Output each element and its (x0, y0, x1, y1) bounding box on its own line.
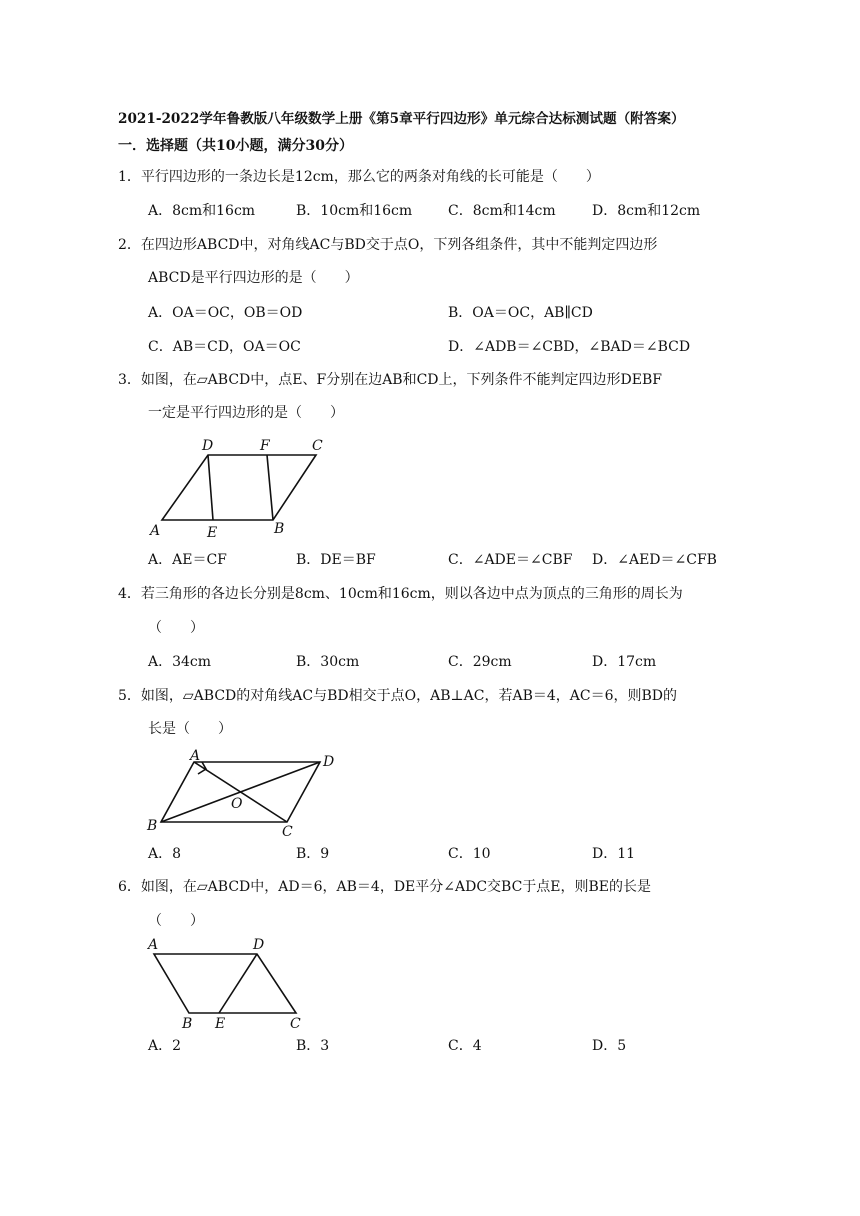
question-4-stem-line1: 4．若三角形的各边长分别是8cm、10cm和16cm，则以各边中点为顶点的三角形的周长为 (118, 586, 683, 602)
q5-label-c: C (282, 824, 293, 840)
q5-label-o: O (231, 796, 243, 812)
q5-option-d: D．11 (592, 846, 636, 862)
q1-option-c: C．8cm和14cm (448, 203, 556, 219)
q6-option-c: C．4 (448, 1038, 482, 1054)
q5-option-c: C．10 (448, 846, 491, 862)
q6-option-a: A．2 (148, 1038, 182, 1054)
q6-label-e: E (215, 1016, 226, 1032)
q5-label-b: B (147, 818, 158, 834)
q3-option-d: D．∠AED＝∠CFB (592, 552, 717, 568)
q6-label-d: D (253, 937, 265, 953)
q3-label-f: F (260, 438, 270, 454)
question-2-stem-line2: ABCD是平行四边形的是（ ） (148, 270, 359, 286)
q3-label-c: C (312, 438, 323, 454)
q5-option-a: A．8 (148, 846, 182, 862)
question-4-stem-line2: （ ） (148, 620, 204, 636)
q4-option-b: B．30cm (296, 654, 360, 670)
question-6-stem-line1: 6．如图，在▱ABCD中，AD＝6，AB＝4，DE平分∠ADC交BC于点E，则BE的长是 (118, 879, 652, 895)
q1-option-a: A．8cm和16cm (148, 203, 256, 219)
q2-option-a: A．OA＝OC，OB＝OD (148, 305, 303, 321)
q1-option-d: D．8cm和12cm (592, 203, 701, 219)
question-3-stem-line1: 3．如图，在▱ABCD中，点E、F分别在边AB和CD上，下列条件不能判定四边形DEBF (118, 372, 662, 388)
q2-option-c: C．AB＝CD，OA＝OC (148, 339, 301, 355)
q2-option-d: D．∠ADB＝∠CBD，∠BAD＝∠BCD (448, 339, 691, 355)
q5-label-a: A (190, 748, 201, 764)
q3-parallelogram-figure (140, 433, 340, 541)
q5-option-b: B．9 (296, 846, 330, 862)
q6-segment-de (219, 954, 257, 1013)
q3-option-b: B．DE＝BF (296, 552, 376, 568)
page-title: 2021-2022学年鲁教版八年级数学上册《第5章平行四边形》单元综合达标测试题（附答案） (118, 111, 685, 127)
question-5-stem-line2: 长是（ ） (148, 721, 232, 737)
q6-label-a: A (148, 937, 159, 953)
q3-option-a: A．AE＝CF (148, 552, 227, 568)
q3-parallelogram-abcd (162, 455, 316, 520)
q3-label-d: D (202, 438, 214, 454)
q4-option-c: C．29cm (448, 654, 512, 670)
q6-option-d: D．5 (592, 1038, 627, 1054)
q5-parallelogram-figure (140, 748, 350, 840)
q3-label-e: E (207, 525, 218, 541)
question-3-stem-line2: 一定是平行四边形的是（ ） (148, 405, 344, 421)
q3-segment-de (208, 455, 213, 520)
question-6-stem-line2: （ ） (148, 913, 204, 929)
q5-diagonal-bd (161, 762, 320, 822)
q6-label-b: B (182, 1016, 193, 1032)
q4-option-d: D．17cm (592, 654, 657, 670)
question-1-stem: 1．平行四边形的一条边长是12cm，那么它的两条对角线的长可能是（ ） (118, 169, 600, 185)
section-heading: 一．选择题（共10小题，满分30分） (118, 138, 353, 154)
question-5-stem-line1: 5．如图，▱ABCD的对角线AC与BD相交于点O，AB⊥AC，若AB＝4，AC＝6，则BD的 (118, 688, 678, 704)
q5-label-d: D (323, 754, 335, 770)
q2-option-b: B．OA＝OC，AB∥CD (448, 305, 593, 321)
q3-option-c: C．∠ADE＝∠CBF (448, 552, 573, 568)
q1-option-b: B．10cm和16cm (296, 203, 413, 219)
q3-label-a: A (150, 523, 161, 539)
q6-option-b: B．3 (296, 1038, 330, 1054)
q4-option-a: A．34cm (148, 654, 212, 670)
question-2-stem-line1: 2．在四边形ABCD中，对角线AC与BD交于点O，下列各组条件，其中不能判定四边形 (118, 237, 658, 253)
q6-label-c: C (290, 1016, 301, 1032)
q6-parallelogram-figure (140, 934, 340, 1034)
q3-label-b: B (274, 521, 285, 537)
q3-segment-fb (267, 455, 273, 520)
